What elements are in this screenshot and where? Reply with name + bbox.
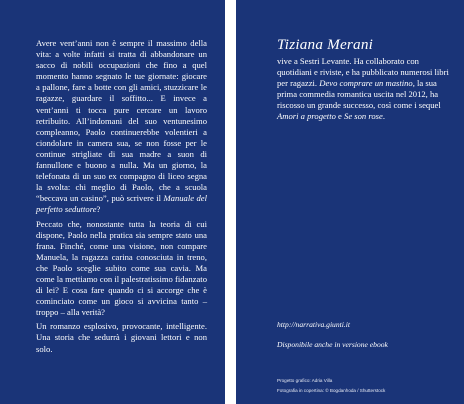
text-run: ?	[96, 204, 101, 215]
author-bio	[277, 56, 454, 123]
text-run: e	[335, 111, 345, 122]
author-name: Tiziana Merani	[277, 36, 374, 53]
text-run: Avere vent’anni non è sempre il massimo della vita: a volte infatti si tratta di abbandonare un sacco di nobili occupazioni che fino a quel momento hanno segnato le tue giornate: giocare a pallone, fare a botte con gli amici, stuzzicare le ragazze, guardare il soffitto... E invece a vent’anni ti tocca pure cercare un lavoro retribuito. All’indomani del suo ventunesimo compleanno, Paolo continuerebbe volentieri a ciondolare in camera sua, se non fosse per le continue strigliate di sua madre a suon di fannullone e buono a nulla. Ma un giorno, la telefonata di un suo ex compagno di liceo segna la svolta: chi meglio di Paolo, che a scuola “beccava un casino”, può scrivere il	[36, 38, 207, 204]
text-run: Un romanzo esplosivo, provocante, intelligente. Una storia che sedurrà i giovani lettori e non solo.	[36, 321, 207, 354]
synopsis-text	[36, 38, 207, 355]
photo-credit: Fotografia in copertina: © Bogdanhoda / Shutterstock	[277, 387, 386, 393]
text-run: vive a Sestri Levante. Ha collaborato con quotidiani e riviste, e ha pubblicato numerosi libri per ragazzi.	[277, 56, 449, 89]
synopsis-paragraph	[36, 38, 207, 216]
book-title-italic: Devo comprare un mastino	[319, 78, 413, 89]
text-run: , la sua prima commedia romantica uscita nel 2012, ha riscosso un grande successo, così come i sequel	[277, 78, 441, 111]
publisher-url[interactable]: http://narrativa.giunti.it	[277, 320, 350, 329]
ebook-availability-note: Disponibile anche in versione ebook	[277, 340, 388, 349]
text-run: .	[382, 111, 385, 122]
book-title-italic: Se son rose	[344, 111, 383, 122]
book-title-italic: Amori a progetto	[277, 111, 336, 122]
back-flap-right	[236, 0, 464, 404]
credits	[277, 376, 385, 396]
text-run: Peccato che, nonostante tutta la teoria di cui dispone, Paolo nella pratica sia sempre stato una frana. Finché, come una visione, non compare Manuela, la ragazza carina conosciuta in treno, che Paolo sceglie subito come sua cavia. Ma come la mettiamo con il palestratissimo fidanzato di lei? E cosa fare quando ci si accorge che è cominciato come un gioco si avvicina tanto – troppo – alla verità?	[36, 218, 207, 318]
synopsis-paragraph	[36, 219, 207, 319]
back-flap-left	[0, 0, 225, 404]
book-title-italic: Manuale del perfetto seduttore	[36, 193, 207, 215]
synopsis-paragraph	[36, 321, 207, 354]
design-credit: Progetto grafico: Adria Villa	[277, 378, 333, 383]
